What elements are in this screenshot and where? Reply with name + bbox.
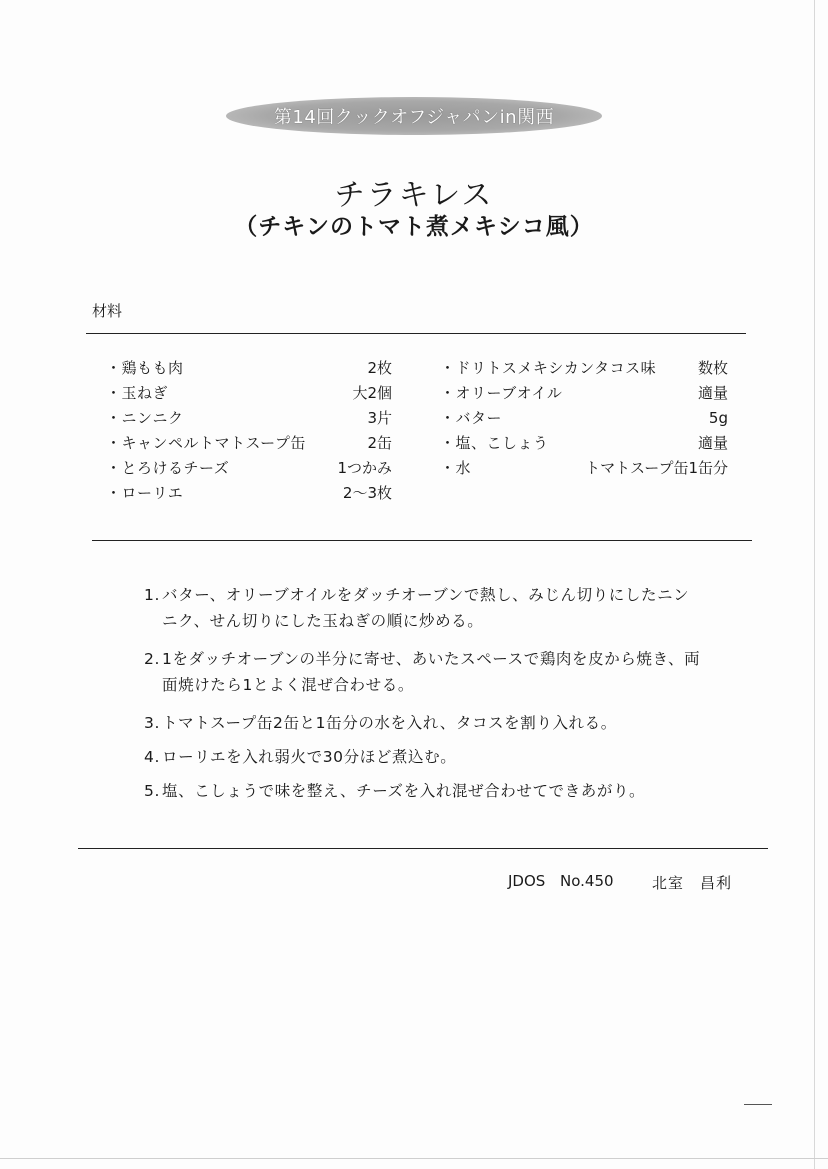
event-banner [226, 97, 602, 135]
recipe-subtitle: （チキンのトマト煮メキシコ風） [234, 214, 594, 240]
divider-bottom [78, 848, 768, 849]
step-number: 1. [144, 586, 160, 604]
ingredient-name: ・キャンペルトマトスープ缶 [106, 434, 306, 452]
ingredient-quantity: 1つかみ [337, 459, 392, 477]
event-banner-text: 第14回クックオフジャパンin関西 [273, 107, 555, 128]
ingredient-name: ・ニンニク [106, 409, 184, 427]
ingredient-quantity: 5g [708, 409, 728, 427]
ingredient-name: ・とろけるチーズ [106, 459, 230, 477]
instruction-steps [144, 582, 704, 812]
stray-pen-mark [744, 1104, 772, 1105]
footer-author: 北室 昌利 [652, 874, 733, 892]
recipe-title: チラキレス [334, 178, 494, 213]
ingredient-item [106, 356, 392, 381]
scan-edge-bottom [0, 1158, 828, 1159]
step-text: トマトスープ缶2缶と1缶分の水を入れ、タコスを割り入れる。 [162, 714, 617, 732]
ingredient-item [440, 431, 728, 456]
footer-organization: JDOS [508, 872, 546, 890]
instruction-step [144, 778, 704, 812]
footer-member-number: No.450 [560, 872, 614, 890]
ingredient-item [440, 381, 728, 406]
step-text: 1をダッチオーブンの半分に寄せ、あいたスペースで鶏肉を皮から焼き、両面焼けたら1とよく混ぜ合わせる。 [162, 650, 701, 694]
ingredient-item [106, 481, 392, 506]
instruction-step [144, 646, 704, 710]
instruction-step [144, 582, 704, 646]
step-number: 5. [144, 782, 160, 800]
step-text: バター、オリーブオイルをダッチオーブンで熱し、みじん切りにしたニンニク、せん切りにした玉ねぎの順に炒める。 [162, 586, 690, 630]
ingredient-name: ・鶏もも肉 [106, 359, 184, 377]
ingredient-quantity: 大2個 [352, 384, 392, 402]
ingredient-item [440, 356, 728, 381]
materials-heading: 材料 [92, 302, 123, 320]
ingredient-item [106, 381, 392, 406]
ingredient-name: ・ドリトスメキシカンタコス味 [440, 359, 657, 377]
ingredient-item [440, 406, 728, 431]
ingredient-name: ・塩、こしょう [440, 434, 549, 452]
ingredients-left-column [106, 356, 392, 506]
step-number: 3. [144, 714, 160, 732]
ingredients-right-column [440, 356, 728, 481]
step-text: ローリエを入れ弱火で30分ほど煮込む。 [162, 748, 457, 766]
step-number: 4. [144, 748, 160, 766]
ingredient-name: ・ローリエ [106, 484, 184, 502]
ingredient-quantity: 2枚 [367, 359, 392, 377]
ingredient-quantity: 適量 [697, 434, 728, 452]
ingredient-quantity: 数枚 [697, 359, 728, 377]
ingredient-name: ・玉ねぎ [106, 384, 169, 402]
ingredient-quantity: トマトスープ缶1缶分 [585, 459, 728, 477]
ingredient-item [106, 406, 392, 431]
ingredient-quantity: 2～3枚 [342, 484, 392, 502]
ingredient-quantity: 3片 [367, 409, 392, 427]
scan-edge-right [814, 0, 815, 1169]
step-text: 塩、こしょうで味を整え、チーズを入れ混ぜ合わせてできあがり。 [162, 782, 646, 800]
step-number: 2. [144, 650, 160, 668]
ingredient-item [440, 456, 728, 481]
instruction-step [144, 744, 704, 778]
ingredient-quantity: 2缶 [367, 434, 392, 452]
divider-middle [92, 540, 752, 541]
ingredient-item [106, 456, 392, 481]
divider-top [86, 333, 746, 334]
ingredient-quantity: 適量 [697, 384, 728, 402]
ingredient-name: ・水 [440, 459, 472, 477]
ingredient-item [106, 431, 392, 456]
ingredient-name: ・オリーブオイル [440, 384, 563, 402]
ingredient-name: ・バター [440, 409, 503, 427]
instruction-step [144, 710, 704, 744]
